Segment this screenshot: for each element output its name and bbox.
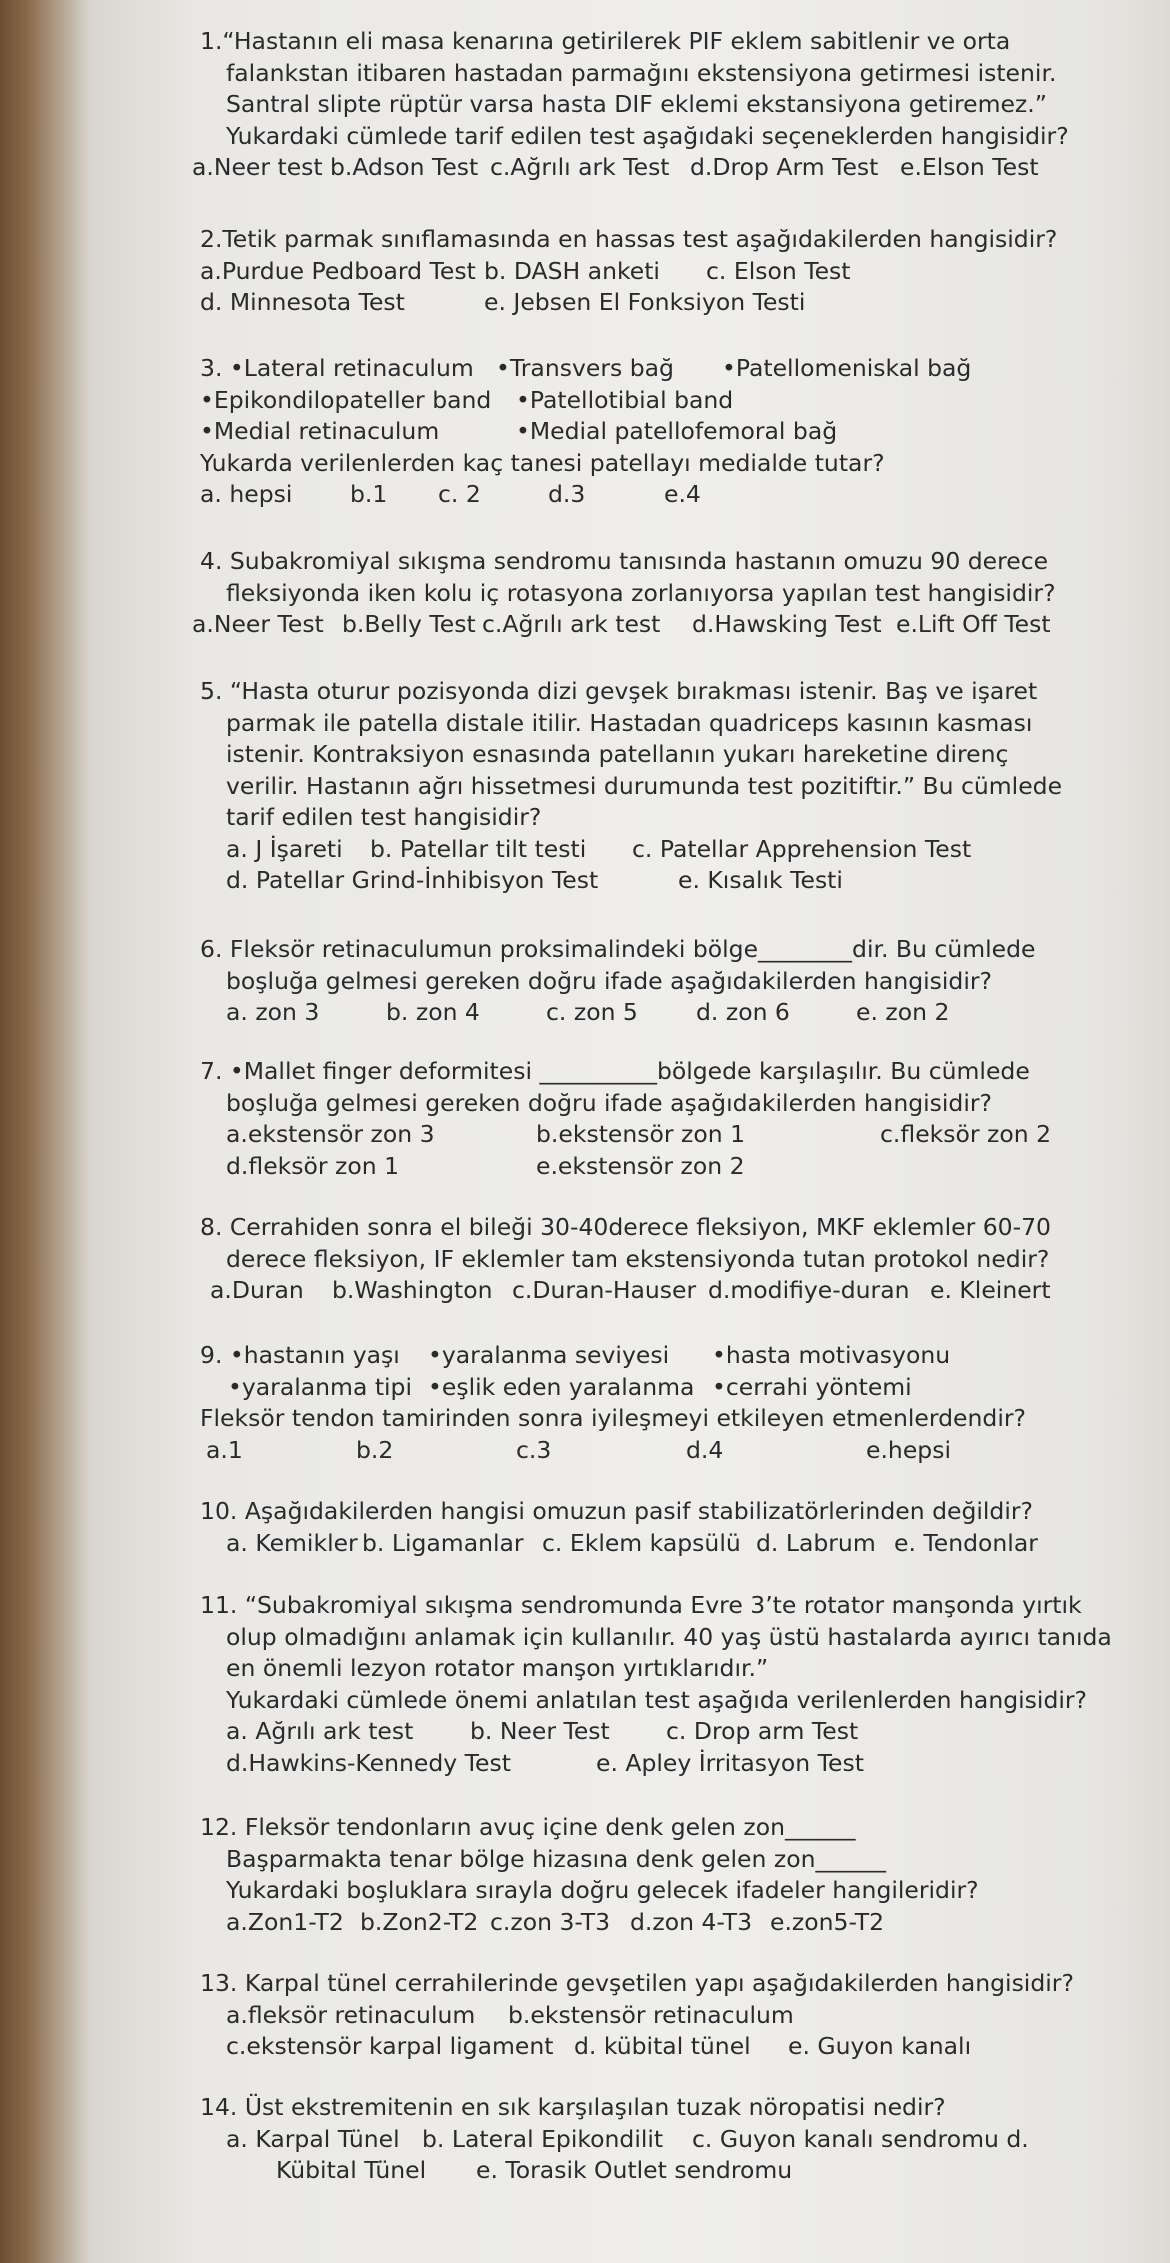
- question-10-options: [226, 1528, 1100, 1560]
- option: b.Washington: [332, 1276, 493, 1304]
- question-2-options: [200, 287, 1100, 319]
- option: a. J İşareti: [226, 834, 343, 863]
- question-5-options: [226, 865, 1100, 897]
- option: c.ekstensör karpal ligament: [226, 2032, 554, 2060]
- option: d.4: [686, 1435, 724, 1464]
- option: d.fleksör zon 1: [226, 1151, 400, 1180]
- question-7-options: [226, 1119, 1100, 1151]
- item: •yaralanma seviyesi: [428, 1341, 670, 1369]
- option: a.fleksör retinaculum: [226, 2000, 476, 2029]
- question-2-line: 2.Tetik parmak sınıflamasında en hassas test aşağıdakilerden hangisidir?: [200, 225, 1058, 253]
- option: b. Lateral Epikondilit: [422, 2124, 664, 2153]
- option: e. Jebsen El Fonksiyon Testi: [484, 288, 806, 316]
- question-8-options: [210, 1275, 1100, 1307]
- question-8-line: 8. Cerrahiden sonra el bileği 30-40derece fleksiyon, MKF eklemler 60-70: [200, 1213, 1051, 1241]
- question-8-line: derece fleksiyon, IF eklemler tam ekstensiyonda tutan protokol nedir?: [226, 1244, 1050, 1273]
- option: c. Guyon kanalı sendromu d.: [692, 2124, 1029, 2153]
- question-6-line: boşluğa gelmesi gereken doğru ifade aşağıdakilerden hangisidir?: [226, 966, 993, 995]
- option: a. hepsi: [200, 480, 293, 508]
- question-12-line: Başparmakta tenar bölge hizasına denk gelen zon______: [226, 1844, 886, 1873]
- option: e. Guyon kanalı: [788, 2032, 972, 2060]
- question-7-options: [226, 1151, 1100, 1183]
- question-3-items: [200, 385, 1100, 417]
- option: b. zon 4: [386, 998, 480, 1026]
- option: e. Torasik Outlet sendromu: [476, 2156, 793, 2184]
- question-9-options: [206, 1435, 1100, 1467]
- option: e.Lift Off Test: [896, 610, 1051, 638]
- option: b. Patellar tilt testi: [370, 834, 587, 863]
- option: e.zon5-T2: [770, 1907, 885, 1936]
- question-3-line: Yukarda verilenlerden kaç tanesi patellayı medialde tutar?: [200, 448, 885, 477]
- question-4-line: fleksiyonda iken kolu iç rotasyona zorlanıyorsa yapılan test hangisidir?: [226, 578, 1056, 607]
- question-5-line: verilir. Hastanın ağrı hissetmesi durumunda test pozitiftir.” Bu cümlede: [226, 771, 1063, 800]
- item: •yaralanma tipi: [228, 1372, 413, 1401]
- question-7: [200, 1056, 1100, 1182]
- option: c. Patellar Apprehension Test: [632, 834, 972, 863]
- question-3-options: [200, 479, 1100, 511]
- question-2-options: [200, 256, 1100, 288]
- option: d.Hawsking Test: [692, 610, 882, 638]
- option: b.ekstensör retinaculum: [508, 2000, 794, 2029]
- item: •Medial retinaculum: [200, 417, 440, 445]
- option: c.3: [516, 1435, 552, 1464]
- question-1-options: [192, 152, 1100, 184]
- question-13-line: 13. Karpal tünel cerrahilerinde gevşetilen yapı aşağıdakilerden hangisidir?: [200, 1969, 1074, 1997]
- question-9-items: [200, 1340, 1100, 1372]
- question-4: [192, 546, 1100, 641]
- option: c. Elson Test: [706, 256, 851, 285]
- option: d.Drop Arm Test: [690, 153, 879, 181]
- option: a.Zon1-T2: [226, 1907, 344, 1936]
- item: •Medial patellofemoral bağ: [516, 417, 838, 445]
- option: c.Ağrılı ark test: [482, 610, 661, 638]
- option: e. Tendonlar: [894, 1528, 1038, 1557]
- option: c.zon 3-T3: [490, 1907, 611, 1936]
- question-2: [200, 224, 1100, 319]
- question-3-items: [200, 353, 1100, 385]
- option: d.zon 4-T3: [630, 1907, 753, 1936]
- question-14: [200, 2092, 1100, 2187]
- option: a. Ağrılı ark test: [226, 1717, 414, 1745]
- question-10: [200, 1496, 1100, 1559]
- question-3: [200, 353, 1100, 511]
- option: e. zon 2: [856, 998, 950, 1026]
- option: e. Kleinert: [930, 1276, 1051, 1304]
- option: d. zon 6: [696, 998, 790, 1026]
- option: a.Purdue Pedboard Test: [200, 256, 476, 285]
- question-5: [200, 676, 1100, 897]
- option: a. zon 3: [226, 998, 320, 1026]
- question-6: [200, 934, 1100, 1029]
- question-5-line: 5. “Hasta oturur pozisyonda dizi gevşek bırakması istenir. Baş ve işaret: [200, 677, 1038, 705]
- question-1-line: Santral slipte rüptür varsa hasta DIF eklemi ekstansiyona getiremez.”: [226, 90, 1047, 118]
- question-12-line: 12. Fleksör tendonların avuç içine denk gelen zon______: [200, 1813, 856, 1841]
- question-9-items: [228, 1372, 1100, 1404]
- option: a.Neer Test: [192, 610, 324, 638]
- option: Kübital Tünel: [276, 2156, 427, 2184]
- item: •eşlik eden yaralanma: [428, 1372, 695, 1401]
- question-12: [200, 1812, 1100, 1938]
- question-12-options: [226, 1907, 1100, 1939]
- question-14-options: [276, 2155, 1100, 2187]
- option: e. Apley İrritasyon Test: [596, 1748, 864, 1777]
- option: b. Neer Test: [470, 1717, 610, 1745]
- item: 3. •Lateral retinaculum: [200, 354, 474, 382]
- option: c. Drop arm Test: [666, 1717, 859, 1745]
- question-7-line: 7. •Mallet finger deformitesi __________bölgede karşılaşılır. Bu cümlede: [200, 1057, 1030, 1085]
- question-14-line: 14. Üst ekstremitenin en sık karşılaşılan tuzak nöropatisi nedir?: [200, 2093, 946, 2121]
- item: •Patellotibial band: [516, 385, 734, 414]
- question-5-options: [226, 834, 1100, 866]
- option: b.ekstensör zon 1: [536, 1120, 746, 1148]
- question-11-line: Yukardaki cümlede önemi anlatılan test aşağıda verilenlerden hangisidir?: [226, 1685, 1088, 1714]
- option: d. kübital tünel: [574, 2032, 751, 2060]
- option: a.Neer test: [192, 153, 323, 181]
- question-5-line: istenir. Kontraksiyon esnasında patellanın yukarı hareketine direnç: [226, 740, 1009, 768]
- option: a. Karpal Tünel: [226, 2124, 400, 2153]
- question-5-line: tarif edilen test hangisidir?: [226, 803, 542, 831]
- question-12-line: Yukardaki boşluklara sırayla doğru gelecek ifadeler hangileridir?: [226, 1876, 979, 1904]
- option: e. Kısalık Testi: [678, 866, 843, 894]
- question-1-line: falankstan itibaren hastadan parmağını ekstensiyona getirmesi istenir.: [226, 58, 1057, 87]
- option: d. Minnesota Test: [200, 288, 405, 316]
- question-13-options: [226, 2031, 1100, 2063]
- question-3-items: [200, 416, 1100, 448]
- option: d. Labrum: [756, 1528, 876, 1557]
- question-9-line: Fleksör tendon tamirinden sonra iyileşmeyi etkileyen etmenlerdendir?: [200, 1404, 1026, 1432]
- question-11-options: [226, 1748, 1100, 1780]
- question-4-options: [192, 609, 1100, 641]
- question-11-line: en önemli lezyon rotator manşon yırtıklarıdır.”: [226, 1654, 769, 1682]
- question-5-line: parmak ile patella distale itilir. Hastadan quadriceps kasının kasması: [226, 708, 1033, 737]
- option: d.Hawkins-Kennedy Test: [226, 1748, 511, 1777]
- question-13: [200, 1968, 1100, 2063]
- question-1-line: 1.“Hastanın eli masa kenarına getirilerek PIF eklem sabitlenir ve orta: [200, 27, 1011, 55]
- question-9: [200, 1340, 1100, 1466]
- question-7-line: boşluğa gelmesi gereken doğru ifade aşağıdakilerden hangisidir?: [226, 1088, 993, 1117]
- option: e.Elson Test: [900, 153, 1039, 181]
- question-11-options: [226, 1716, 1100, 1748]
- item: •cerrahi yöntemi: [712, 1372, 912, 1401]
- question-11-line: 11. “Subakromiyal sıkışma sendromunda Evre 3’te rotator manşonda yırtık: [200, 1591, 1082, 1619]
- question-4-line: 4. Subakromiyal sıkışma sendromu tanısında hastanın omuzu 90 derece: [200, 547, 1049, 575]
- option: a.1: [206, 1435, 243, 1464]
- option: d. Patellar Grind-İnhibisyon Test: [226, 866, 599, 894]
- item: •hasta motivasyonu: [712, 1341, 951, 1369]
- question-1: [192, 26, 1100, 184]
- option: b.Adson Test: [330, 153, 479, 181]
- option: a.ekstensör zon 3: [226, 1120, 435, 1148]
- question-11: [200, 1590, 1112, 1779]
- question-1-line: Yukardaki cümlede tarif edilen test aşağıdaki seçeneklerden hangisidir?: [226, 121, 1069, 150]
- option: a. Kemikler: [226, 1528, 358, 1557]
- option: c. 2: [438, 480, 481, 508]
- option: d.modifiye-duran: [708, 1276, 910, 1304]
- question-13-options: [226, 2000, 1100, 2032]
- option: d.3: [548, 480, 586, 508]
- option: c. Eklem kapsülü: [542, 1528, 741, 1557]
- option: b.Zon2-T2: [360, 1907, 479, 1936]
- item: •Patellomeniskal bağ: [722, 354, 972, 382]
- question-6-options: [226, 997, 1100, 1029]
- option: b. DASH anketi: [484, 256, 660, 285]
- option: c.Duran-Hauser: [512, 1276, 697, 1304]
- question-8: [200, 1212, 1100, 1307]
- option: e.ekstensör zon 2: [536, 1151, 745, 1180]
- option: a.Duran: [210, 1276, 304, 1304]
- option: e.hepsi: [866, 1435, 951, 1464]
- item: •Epikondilopateller band: [200, 385, 492, 414]
- item: 9. •hastanın yaşı: [200, 1341, 400, 1369]
- question-11-line: olup olmadığını anlamak için kullanılır. 40 yaş üstü hastalarda ayırıcı tanıda: [226, 1622, 1112, 1651]
- option: c. zon 5: [546, 998, 638, 1026]
- question-10-line: 10. Aşağıdakilerden hangisi omuzun pasif stabilizatörlerinden değildir?: [200, 1497, 1033, 1525]
- option: b.2: [356, 1435, 394, 1464]
- option: c.fleksör zon 2: [880, 1120, 1052, 1148]
- option: b.Belly Test: [342, 610, 476, 638]
- option: c.Ağrılı ark Test: [490, 153, 670, 181]
- option: b.1: [350, 480, 388, 508]
- question-6-line: 6. Fleksör retinaculumun proksimalindeki bölge________dir. Bu cümlede: [200, 935, 1036, 963]
- option: b. Ligamanlar: [362, 1528, 524, 1557]
- option: e.4: [664, 480, 701, 508]
- question-14-options: [226, 2124, 1100, 2156]
- item: •Transvers bağ: [496, 354, 674, 382]
